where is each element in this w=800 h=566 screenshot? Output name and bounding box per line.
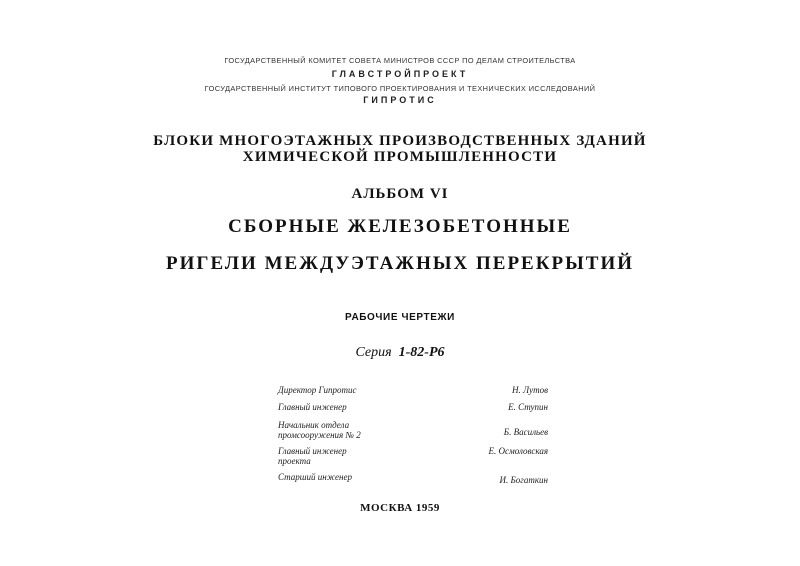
signature-row [278,385,548,397]
signature-role: Начальник отдела промсооружения № 2 [278,420,361,440]
signature-name: Е. Осмоловская [488,446,548,456]
signature-role: Главный инженер [278,402,347,412]
org-giprotis: ГИПРОТИС [363,95,437,105]
org-ministry: ГОСУДАРСТВЕННЫЙ КОМИТЕТ СОВЕТА МИНИСТРОВ СССР ПО ДЕЛАМ СТРОИТЕЛЬСТВА [224,56,576,65]
signature-row [278,446,548,468]
signature-name: Б. Васильев [503,427,548,437]
signature-name: Е. Ступин [508,402,548,412]
signature-name: Н. Лутов [512,385,548,395]
signature-row [278,402,548,414]
main-title-line-1: СБОРНЫЕ ЖЕЛЕЗОБЕТОННЫЕ [228,216,572,237]
series-label: Серия [355,345,392,360]
signature-row [278,472,548,484]
signature-name: И. Богаткин [499,475,548,485]
title-line-1: БЛОКИ МНОГОЭТАЖНЫХ ПРОИЗВОДСТВЕННЫХ ЗДАНИЙ [153,133,647,149]
signature-row [278,420,548,442]
series-line [0,345,800,361]
signature-role: Главный инженер проекта [278,446,347,466]
signature-role: Старший инженер [278,472,352,482]
city-year: МОСКВА 1959 [360,502,440,514]
series-code: 1-82-Р6 [398,345,445,360]
title-line-2: ХИМИЧЕСКОЙ ПРОМЫШЛЕННОСТИ [242,149,558,165]
main-title-line-2: РИГЕЛИ МЕЖДУЭТАЖНЫХ ПЕРЕКРЫТИЙ [166,253,634,274]
signature-role: Директор Гипротис [278,385,357,395]
album-number: АЛЬБОМ VI [351,186,449,202]
subtitle: РАБОЧИЕ ЧЕРТЕЖИ [345,312,455,323]
org-glavstroyproekt: ГЛАВСТРОЙПРОЕКТ [331,69,469,79]
org-institute: ГОСУДАРСТВЕННЫЙ ИНСТИТУТ ТИПОВОГО ПРОЕКТИРОВАНИЯ И ТЕХНИЧЕСКИХ ИССЛЕДОВАНИЙ [204,84,596,93]
